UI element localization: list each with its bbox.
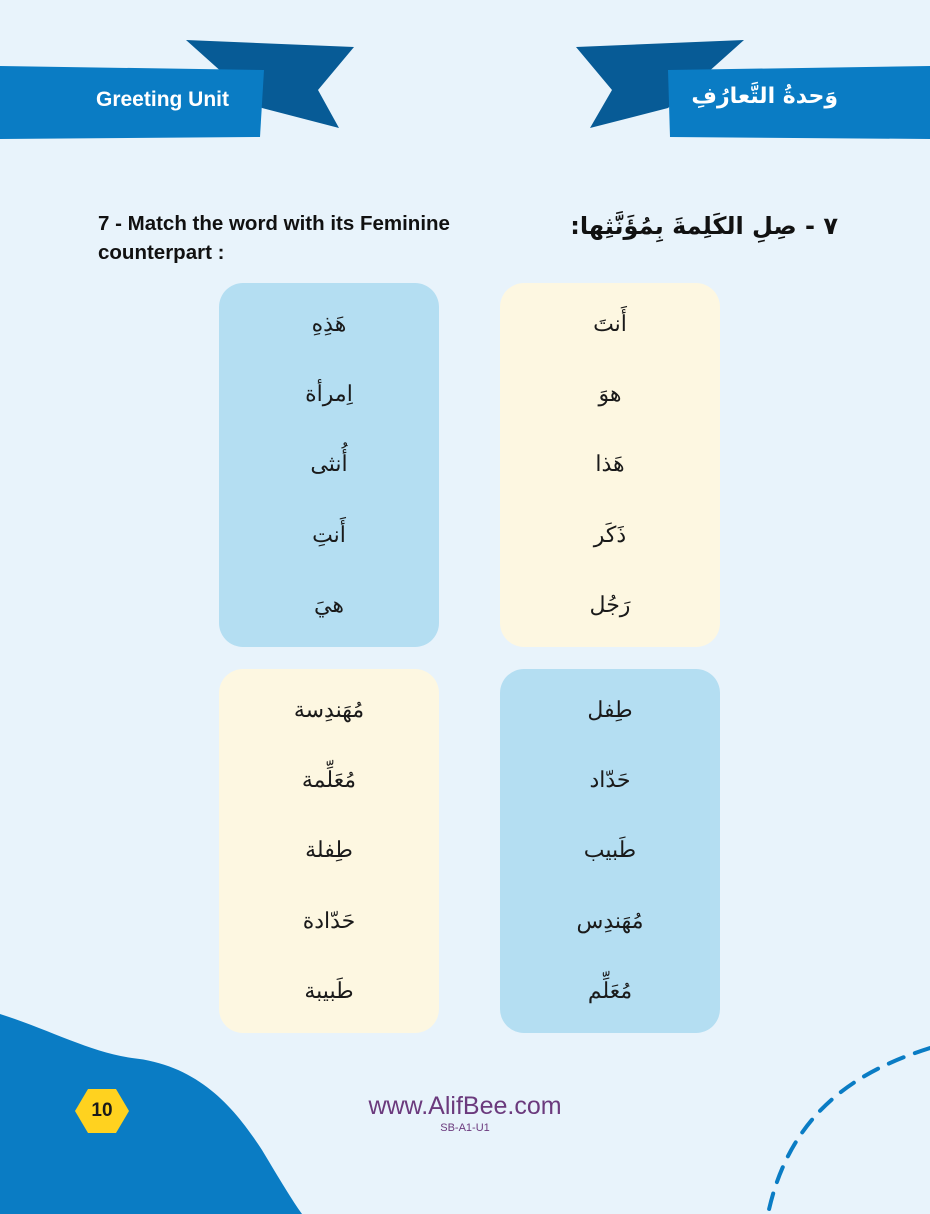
unit-title-arabic: وَحدةُ التَّعارُفِ: [691, 84, 838, 109]
word-item[interactable]: طِفل: [587, 697, 633, 723]
feminine-words-card-2: [219, 669, 439, 1033]
masculine-words-card-2: [500, 669, 720, 1033]
word-item[interactable]: أَنتَ: [593, 311, 627, 337]
word-item[interactable]: اِمرأة: [305, 382, 353, 408]
word-item[interactable]: رَجُل: [589, 593, 631, 619]
word-item[interactable]: حَدّاد: [589, 768, 631, 794]
website-url[interactable]: www.AlifBee.com: [368, 1092, 562, 1120]
word-item[interactable]: طَبيب: [583, 838, 637, 864]
word-item[interactable]: مُعَلِّمة: [301, 768, 357, 794]
word-item[interactable]: أَنتِ: [312, 522, 346, 548]
masculine-words-card-1: [500, 283, 720, 647]
word-item[interactable]: مُهَندِسة: [293, 697, 365, 723]
instruction-arabic: ٧ - صِلِ الكَلِمةَ بِمُؤَنَّثِها:: [570, 212, 838, 240]
word-item[interactable]: هَذِهِ: [311, 311, 347, 337]
word-item[interactable]: هيَ: [314, 593, 344, 619]
word-item[interactable]: هوَ: [598, 382, 622, 408]
word-item[interactable]: مُعَلِّم: [587, 979, 633, 1005]
word-item[interactable]: هَذا: [595, 452, 625, 478]
word-item[interactable]: أُنثى: [310, 452, 348, 478]
word-item[interactable]: مُهَندِس: [576, 908, 644, 934]
word-item[interactable]: طِفلة: [305, 838, 353, 864]
word-item[interactable]: حَدّادة: [302, 908, 356, 934]
instruction-english: 7 - Match the word with its Feminine counterpart :: [98, 212, 450, 264]
word-item[interactable]: ذَكَر: [593, 522, 627, 548]
word-item[interactable]: طَبيبة: [304, 979, 354, 1005]
page-number: 10: [91, 1100, 113, 1121]
book-code: SB-A1-U1: [440, 1122, 490, 1134]
unit-title-english: Greeting Unit: [96, 88, 230, 111]
feminine-words-card-1: [219, 283, 439, 647]
